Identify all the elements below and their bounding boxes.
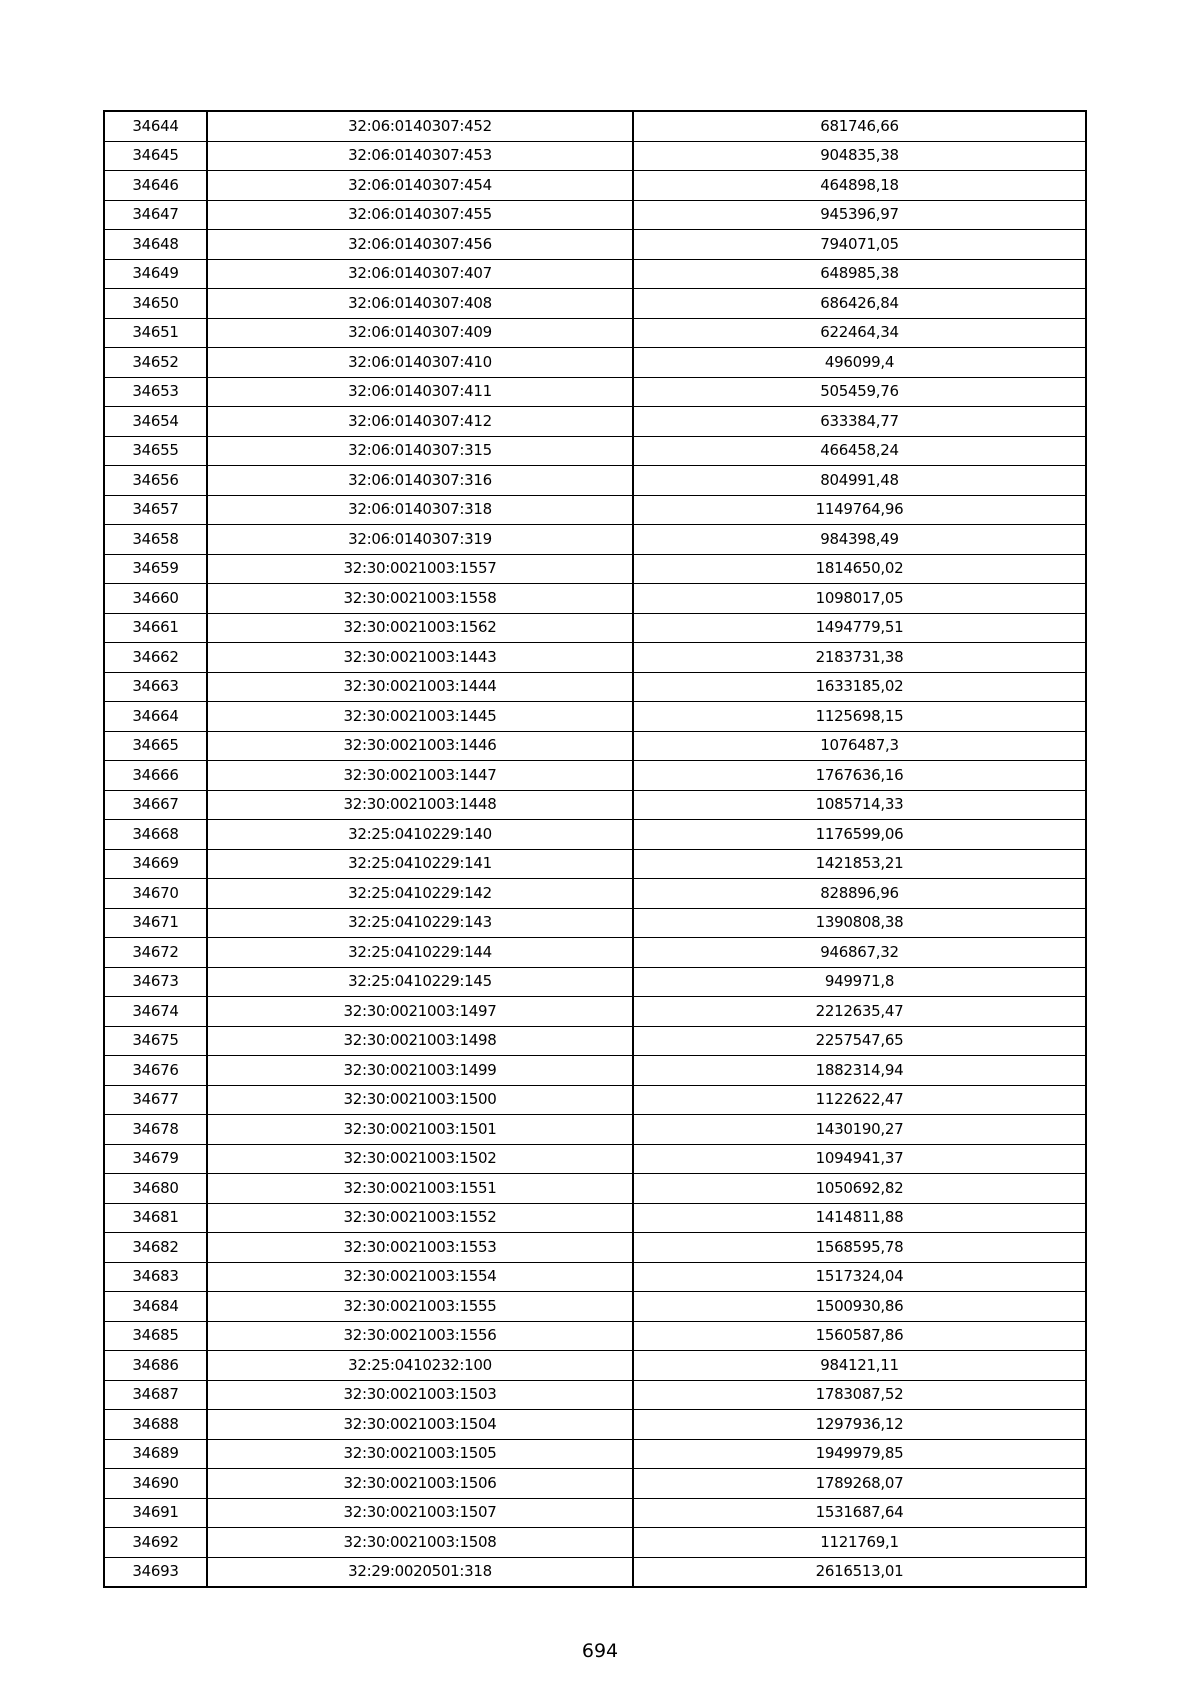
table-row	[104, 1144, 1086, 1174]
row-number-cell: 34650	[104, 289, 207, 319]
cadastral-number-cell: 32:06:0140307:456	[207, 230, 633, 260]
table-row	[104, 525, 1086, 555]
row-number-cell: 34662	[104, 643, 207, 673]
cadastral-number-cell: 32:30:0021003:1552	[207, 1203, 633, 1233]
value-cell: 2257547,65	[633, 1026, 1086, 1056]
table-row	[104, 1026, 1086, 1056]
value-cell: 984121,11	[633, 1351, 1086, 1381]
table-row	[104, 790, 1086, 820]
table-row	[104, 1115, 1086, 1145]
cadastral-number-cell: 32:06:0140307:454	[207, 171, 633, 201]
cadastral-number-cell: 32:06:0140307:408	[207, 289, 633, 319]
value-cell: 648985,38	[633, 259, 1086, 289]
value-cell: 1767636,16	[633, 761, 1086, 791]
value-cell: 946867,32	[633, 938, 1086, 968]
table-row	[104, 1528, 1086, 1558]
value-cell: 633384,77	[633, 407, 1086, 437]
table-row	[104, 1056, 1086, 1086]
table-row	[104, 407, 1086, 437]
cadastral-number-cell: 32:25:0410229:140	[207, 820, 633, 850]
row-number-cell: 34691	[104, 1498, 207, 1528]
value-cell: 505459,76	[633, 377, 1086, 407]
row-number-cell: 34661	[104, 613, 207, 643]
table-row	[104, 1498, 1086, 1528]
cadastral-number-cell: 32:06:0140307:318	[207, 495, 633, 525]
table-row	[104, 1262, 1086, 1292]
table-row	[104, 111, 1086, 141]
row-number-cell: 34692	[104, 1528, 207, 1558]
value-cell: 1121769,1	[633, 1528, 1086, 1558]
table-row	[104, 643, 1086, 673]
row-number-cell: 34690	[104, 1469, 207, 1499]
cadastral-number-cell: 32:30:0021003:1500	[207, 1085, 633, 1115]
table-row	[104, 938, 1086, 968]
table-row	[104, 702, 1086, 732]
row-number-cell: 34674	[104, 997, 207, 1027]
data-table	[103, 110, 1087, 1588]
value-cell: 1098017,05	[633, 584, 1086, 614]
table-row	[104, 672, 1086, 702]
table-row	[104, 613, 1086, 643]
value-cell: 1531687,64	[633, 1498, 1086, 1528]
row-number-cell: 34663	[104, 672, 207, 702]
value-cell: 945396,97	[633, 200, 1086, 230]
cadastral-number-cell: 32:30:0021003:1499	[207, 1056, 633, 1086]
cadastral-number-cell: 32:30:0021003:1504	[207, 1410, 633, 1440]
row-number-cell: 34688	[104, 1410, 207, 1440]
row-number-cell: 34666	[104, 761, 207, 791]
table-row	[104, 171, 1086, 201]
table-row	[104, 1410, 1086, 1440]
value-cell: 828896,96	[633, 879, 1086, 909]
cadastral-number-cell: 32:30:0021003:1554	[207, 1262, 633, 1292]
value-cell: 464898,18	[633, 171, 1086, 201]
value-cell: 1125698,15	[633, 702, 1086, 732]
value-cell: 1568595,78	[633, 1233, 1086, 1263]
row-number-cell: 34684	[104, 1292, 207, 1322]
table-row	[104, 1174, 1086, 1204]
row-number-cell: 34686	[104, 1351, 207, 1381]
table-row	[104, 466, 1086, 496]
value-cell: 1421853,21	[633, 849, 1086, 879]
value-cell: 1500930,86	[633, 1292, 1086, 1322]
table-row	[104, 289, 1086, 319]
row-number-cell: 34657	[104, 495, 207, 525]
row-number-cell: 34653	[104, 377, 207, 407]
table-row	[104, 141, 1086, 171]
cadastral-number-cell: 32:06:0140307:411	[207, 377, 633, 407]
row-number-cell: 34687	[104, 1380, 207, 1410]
row-number-cell: 34658	[104, 525, 207, 555]
value-cell: 794071,05	[633, 230, 1086, 260]
table-row	[104, 1439, 1086, 1469]
cadastral-number-cell: 32:25:0410229:144	[207, 938, 633, 968]
row-number-cell: 34644	[104, 111, 207, 141]
cadastral-number-cell: 32:30:0021003:1497	[207, 997, 633, 1027]
cadastral-number-cell: 32:06:0140307:452	[207, 111, 633, 141]
cadastral-number-cell: 32:30:0021003:1553	[207, 1233, 633, 1263]
table-row	[104, 1292, 1086, 1322]
value-cell: 1076487,3	[633, 731, 1086, 761]
table-row	[104, 1321, 1086, 1351]
row-number-cell: 34689	[104, 1439, 207, 1469]
table-row	[104, 230, 1086, 260]
cadastral-number-cell: 32:06:0140307:453	[207, 141, 633, 171]
row-number-cell: 34693	[104, 1557, 207, 1587]
table-row	[104, 908, 1086, 938]
cadastral-number-cell: 32:30:0021003:1501	[207, 1115, 633, 1145]
cadastral-number-cell: 32:30:0021003:1558	[207, 584, 633, 614]
cadastral-number-cell: 32:06:0140307:455	[207, 200, 633, 230]
row-number-cell: 34659	[104, 554, 207, 584]
cadastral-number-cell: 32:06:0140307:409	[207, 318, 633, 348]
value-cell: 1814650,02	[633, 554, 1086, 584]
page-number: 694	[581, 1640, 619, 1662]
cadastral-number-cell: 32:06:0140307:412	[207, 407, 633, 437]
value-cell: 2183731,38	[633, 643, 1086, 673]
row-number-cell: 34682	[104, 1233, 207, 1263]
cadastral-number-cell: 32:06:0140307:316	[207, 466, 633, 496]
cadastral-number-cell: 32:30:0021003:1508	[207, 1528, 633, 1558]
cadastral-number-cell: 32:25:0410229:141	[207, 849, 633, 879]
row-number-cell: 34685	[104, 1321, 207, 1351]
table-row	[104, 318, 1086, 348]
value-cell: 686426,84	[633, 289, 1086, 319]
cadastral-number-cell: 32:30:0021003:1444	[207, 672, 633, 702]
cadastral-number-cell: 32:30:0021003:1502	[207, 1144, 633, 1174]
table-row	[104, 554, 1086, 584]
cadastral-number-cell: 32:30:0021003:1556	[207, 1321, 633, 1351]
cadastral-number-cell: 32:30:0021003:1505	[207, 1439, 633, 1469]
table-row	[104, 1203, 1086, 1233]
value-cell: 1390808,38	[633, 908, 1086, 938]
row-number-cell: 34679	[104, 1144, 207, 1174]
value-cell: 466458,24	[633, 436, 1086, 466]
cadastral-number-cell: 32:25:0410229:142	[207, 879, 633, 909]
value-cell: 1949979,85	[633, 1439, 1086, 1469]
cadastral-number-cell: 32:29:0020501:318	[207, 1557, 633, 1587]
value-cell: 1050692,82	[633, 1174, 1086, 1204]
cadastral-number-cell: 32:30:0021003:1445	[207, 702, 633, 732]
value-cell: 1882314,94	[633, 1056, 1086, 1086]
row-number-cell: 34683	[104, 1262, 207, 1292]
value-cell: 622464,34	[633, 318, 1086, 348]
row-number-cell: 34669	[104, 849, 207, 879]
table-row	[104, 495, 1086, 525]
table-row	[104, 761, 1086, 791]
row-number-cell: 34654	[104, 407, 207, 437]
value-cell: 1149764,96	[633, 495, 1086, 525]
row-number-cell: 34670	[104, 879, 207, 909]
value-cell: 984398,49	[633, 525, 1086, 555]
cadastral-number-cell: 32:30:0021003:1503	[207, 1380, 633, 1410]
cadastral-number-cell: 32:30:0021003:1551	[207, 1174, 633, 1204]
table-row	[104, 1351, 1086, 1381]
cadastral-number-cell: 32:30:0021003:1447	[207, 761, 633, 791]
row-number-cell: 34667	[104, 790, 207, 820]
cadastral-number-cell: 32:06:0140307:407	[207, 259, 633, 289]
cadastral-number-cell: 32:30:0021003:1446	[207, 731, 633, 761]
row-number-cell: 34660	[104, 584, 207, 614]
table-row	[104, 1380, 1086, 1410]
cadastral-number-cell: 32:30:0021003:1448	[207, 790, 633, 820]
row-number-cell: 34647	[104, 200, 207, 230]
value-cell: 1085714,33	[633, 790, 1086, 820]
value-cell: 1789268,07	[633, 1469, 1086, 1499]
cadastral-number-cell: 32:30:0021003:1555	[207, 1292, 633, 1322]
table-row	[104, 200, 1086, 230]
table-row	[104, 436, 1086, 466]
row-number-cell: 34665	[104, 731, 207, 761]
cadastral-number-cell: 32:06:0140307:410	[207, 348, 633, 378]
value-cell: 2212635,47	[633, 997, 1086, 1027]
table-row	[104, 849, 1086, 879]
row-number-cell: 34646	[104, 171, 207, 201]
row-number-cell: 34651	[104, 318, 207, 348]
table-row	[104, 1085, 1086, 1115]
value-cell: 1517324,04	[633, 1262, 1086, 1292]
value-cell: 1094941,37	[633, 1144, 1086, 1174]
cadastral-number-cell: 32:25:0410232:100	[207, 1351, 633, 1381]
row-number-cell: 34671	[104, 908, 207, 938]
value-cell: 1783087,52	[633, 1380, 1086, 1410]
table-row	[104, 967, 1086, 997]
row-number-cell: 34655	[104, 436, 207, 466]
value-cell: 1430190,27	[633, 1115, 1086, 1145]
value-cell: 2616513,01	[633, 1557, 1086, 1587]
row-number-cell: 34681	[104, 1203, 207, 1233]
value-cell: 1633185,02	[633, 672, 1086, 702]
value-cell: 1297936,12	[633, 1410, 1086, 1440]
row-number-cell: 34656	[104, 466, 207, 496]
value-cell: 1560587,86	[633, 1321, 1086, 1351]
row-number-cell: 34680	[104, 1174, 207, 1204]
table-row	[104, 1233, 1086, 1263]
table-row	[104, 879, 1086, 909]
row-number-cell: 34645	[104, 141, 207, 171]
row-number-cell: 34649	[104, 259, 207, 289]
cadastral-number-cell: 32:30:0021003:1557	[207, 554, 633, 584]
value-cell: 681746,66	[633, 111, 1086, 141]
value-cell: 904835,38	[633, 141, 1086, 171]
row-number-cell: 34648	[104, 230, 207, 260]
table-row	[104, 259, 1086, 289]
table-row	[104, 1557, 1086, 1587]
cadastral-number-cell: 32:30:0021003:1507	[207, 1498, 633, 1528]
cadastral-number-cell: 32:30:0021003:1498	[207, 1026, 633, 1056]
table-row	[104, 997, 1086, 1027]
row-number-cell: 34673	[104, 967, 207, 997]
table-row	[104, 820, 1086, 850]
table-row	[104, 731, 1086, 761]
value-cell: 804991,48	[633, 466, 1086, 496]
row-number-cell: 34672	[104, 938, 207, 968]
cadastral-number-cell: 32:30:0021003:1443	[207, 643, 633, 673]
row-number-cell: 34664	[104, 702, 207, 732]
cadastral-number-cell: 32:06:0140307:319	[207, 525, 633, 555]
table-row	[104, 377, 1086, 407]
value-cell: 1176599,06	[633, 820, 1086, 850]
cadastral-number-cell: 32:30:0021003:1506	[207, 1469, 633, 1499]
row-number-cell: 34675	[104, 1026, 207, 1056]
table-row	[104, 348, 1086, 378]
row-number-cell: 34677	[104, 1085, 207, 1115]
value-cell: 1414811,88	[633, 1203, 1086, 1233]
table-body	[104, 111, 1086, 1587]
table-row	[104, 584, 1086, 614]
row-number-cell: 34678	[104, 1115, 207, 1145]
value-cell: 1494779,51	[633, 613, 1086, 643]
value-cell: 1122622,47	[633, 1085, 1086, 1115]
cadastral-number-cell: 32:25:0410229:143	[207, 908, 633, 938]
row-number-cell: 34676	[104, 1056, 207, 1086]
value-cell: 949971,8	[633, 967, 1086, 997]
table-row	[104, 1469, 1086, 1499]
cadastral-number-cell: 32:25:0410229:145	[207, 967, 633, 997]
row-number-cell: 34652	[104, 348, 207, 378]
cadastral-number-cell: 32:06:0140307:315	[207, 436, 633, 466]
cadastral-number-cell: 32:30:0021003:1562	[207, 613, 633, 643]
row-number-cell: 34668	[104, 820, 207, 850]
value-cell: 496099,4	[633, 348, 1086, 378]
